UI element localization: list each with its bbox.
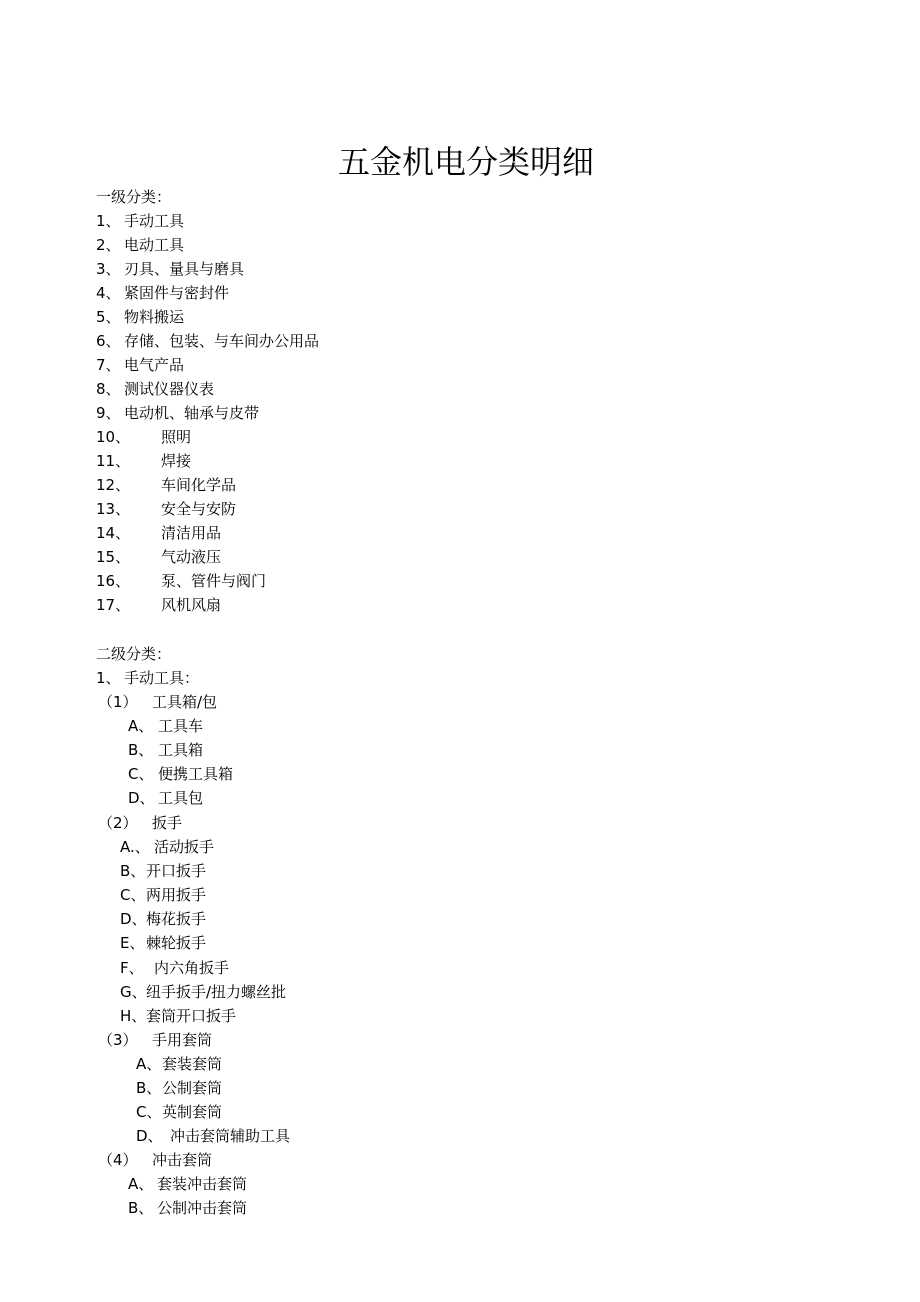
group-3-item-c [136, 1102, 222, 1122]
item-label: 刃具、量具与磨具 [124, 260, 245, 278]
item-label: 测试仪器仪表 [124, 380, 215, 398]
item-number: 3、 [96, 260, 121, 278]
item-label: 工具车 [158, 717, 204, 735]
item-letter: E、 [120, 934, 145, 952]
group-label: 手用套筒 [152, 1031, 213, 1049]
level1-item-15 [96, 547, 221, 567]
group-2-item-b [120, 861, 206, 881]
group-1-item-a [128, 716, 203, 736]
item-number: 2、 [96, 236, 121, 254]
item-letter: C、 [128, 765, 154, 783]
item-label: 活动扳手 [154, 838, 215, 856]
level1-item-11 [96, 451, 191, 471]
level2-heading: 二级分类： [96, 645, 172, 663]
group-2-item-d [120, 909, 206, 929]
item-label: 套装套筒 [162, 1055, 223, 1073]
group-2-item-e [120, 933, 206, 953]
group-number: （1） [98, 693, 138, 711]
item-number: 6、 [96, 332, 121, 350]
item-number: 9、 [96, 404, 121, 422]
item-label: 冲击套筒辅助工具 [170, 1127, 291, 1145]
group-2-item-h [120, 1006, 236, 1026]
item-number: 17、 [96, 596, 131, 614]
level1-item-1 [96, 211, 184, 231]
group-number: （3） [98, 1031, 138, 1049]
group-3-heading [98, 1030, 212, 1050]
group-4-heading [98, 1150, 212, 1170]
item-label: 电气产品 [124, 356, 185, 374]
item-number: 7、 [96, 356, 121, 374]
item-letter: G、 [120, 983, 147, 1001]
item-label: 电动机、轴承与皮带 [124, 404, 260, 422]
level1-item-9 [96, 403, 259, 423]
level1-item-2 [96, 235, 184, 255]
item-label: 气动液压 [161, 548, 222, 566]
group-2-item-g [120, 982, 286, 1002]
item-label: 公制冲击套筒 [157, 1199, 248, 1217]
item-label: 两用扳手 [146, 886, 207, 904]
item-label: 开口扳手 [146, 862, 207, 880]
item-letter: H、 [120, 1007, 147, 1025]
level1-item-3 [96, 259, 244, 279]
group-1-item-d [128, 788, 203, 808]
item-label: 工具包 [158, 789, 204, 807]
level1-item-6 [96, 331, 319, 351]
item-label: 车间化学品 [161, 476, 237, 494]
group-4-item-b [128, 1198, 247, 1218]
group-label: 扳手 [152, 814, 183, 832]
item-letter: B、 [128, 741, 154, 759]
page-title: 五金机电分类明细 [337, 143, 594, 181]
item-letter: D、 [120, 910, 147, 928]
item-label: 焊接 [161, 452, 192, 470]
item-number: 10、 [96, 428, 131, 446]
group-number: （4） [98, 1151, 138, 1169]
group-2-item-a [120, 837, 214, 857]
level1-item-16 [96, 571, 266, 591]
level1-item-5 [96, 307, 184, 327]
group-2-heading [98, 813, 182, 833]
group-3-item-d [136, 1126, 290, 1146]
item-number: 13、 [96, 500, 131, 518]
item-label: 梅花扳手 [146, 910, 207, 928]
item-label: 便携工具箱 [158, 765, 234, 783]
item-letter: D、 [136, 1127, 163, 1145]
item-letter: A、 [128, 1175, 154, 1193]
item-label: 工具箱 [158, 741, 204, 759]
item-number: 12、 [96, 476, 131, 494]
level2-section-1 [96, 668, 199, 688]
item-letter: A、 [136, 1055, 162, 1073]
level1-item-4 [96, 283, 229, 303]
level1-item-14 [96, 523, 221, 543]
item-label: 纽手扳手/扭力螺丝批 [146, 983, 287, 1001]
item-letter: B、 [136, 1079, 162, 1097]
item-label: 英制套筒 [162, 1103, 223, 1121]
group-2-item-f [120, 958, 229, 978]
item-label: 紧固件与密封件 [124, 284, 230, 302]
item-label: 公制套筒 [162, 1079, 223, 1097]
item-label: 风机风扇 [161, 596, 222, 614]
group-label: 冲击套筒 [152, 1151, 213, 1169]
level1-item-8 [96, 379, 214, 399]
item-number: 16、 [96, 572, 131, 590]
item-label: 套装冲击套筒 [157, 1175, 248, 1193]
group-number: （2） [98, 814, 138, 832]
item-letter: A、 [128, 717, 154, 735]
item-number: 11、 [96, 452, 131, 470]
item-letter: B、 [128, 1199, 154, 1217]
item-number: 8、 [96, 380, 121, 398]
item-label: 套筒开口扳手 [146, 1007, 237, 1025]
item-letter: A.、 [120, 838, 150, 856]
item-number: 4、 [96, 284, 121, 302]
level1-item-13 [96, 499, 236, 519]
group-1-item-c [128, 764, 233, 784]
group-1-heading [98, 692, 217, 712]
item-number: 14、 [96, 524, 131, 542]
section-label: 手动工具： [124, 669, 200, 687]
level1-item-7 [96, 355, 184, 375]
level1-item-10 [96, 427, 191, 447]
group-1-item-b [128, 740, 203, 760]
item-label: 物料搬运 [124, 308, 185, 326]
item-letter: D、 [128, 789, 155, 807]
item-label: 泵、管件与阀门 [161, 572, 267, 590]
item-label: 安全与安防 [161, 500, 237, 518]
item-letter: C、 [136, 1103, 162, 1121]
item-letter: F、 [120, 959, 144, 977]
item-number: 1、 [96, 212, 121, 230]
section-number: 1、 [96, 669, 121, 687]
item-letter: B、 [120, 862, 146, 880]
level1-heading: 一级分类： [96, 188, 172, 206]
level1-item-12 [96, 475, 236, 495]
item-label: 棘轮扳手 [146, 934, 207, 952]
item-number: 15、 [96, 548, 131, 566]
item-label: 手动工具 [124, 212, 185, 230]
group-3-item-b [136, 1078, 222, 1098]
item-letter: C、 [120, 886, 146, 904]
group-2-item-c [120, 885, 206, 905]
group-label: 工具箱/包 [152, 693, 218, 711]
item-label: 照明 [161, 428, 192, 446]
level1-item-17 [96, 595, 221, 615]
item-number: 5、 [96, 308, 121, 326]
group-4-item-a [128, 1174, 247, 1194]
item-label: 存储、包装、与车间办公用品 [124, 332, 320, 350]
item-label: 内六角扳手 [154, 959, 230, 977]
item-label: 清洁用品 [161, 524, 222, 542]
group-3-item-a [136, 1054, 222, 1074]
item-label: 电动工具 [124, 236, 185, 254]
